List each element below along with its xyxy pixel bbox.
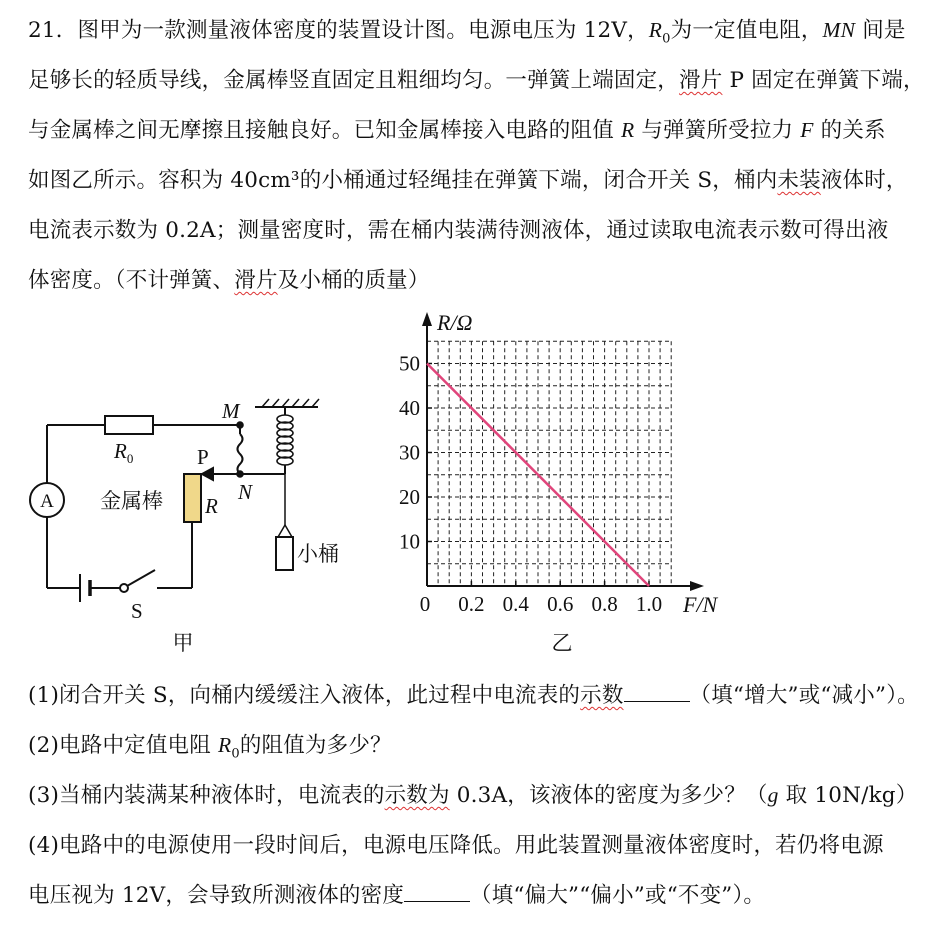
text-seg: 体密度。（不计弹簧、 [28, 268, 235, 293]
junction-dot [237, 422, 243, 428]
question-1 [28, 678, 919, 709]
y-tick-label: 30 [399, 440, 420, 465]
wavy-term: 示数为 [384, 783, 450, 808]
rod-r-label: R [205, 494, 218, 518]
var-F: F [800, 118, 814, 142]
text-seg: 图甲为一款测量液体密度的装置设计图。电源电压为 12V， [77, 18, 649, 43]
caption-yi: 乙 [551, 631, 573, 655]
hatch [302, 399, 309, 407]
y-axis-arrow-icon [422, 312, 432, 326]
switch-blade [127, 570, 155, 586]
caption-jia: 甲 [172, 631, 194, 655]
switch-label: S [131, 599, 143, 623]
q1-hint: （填“增大”或“减小”）。 [689, 683, 919, 708]
text-seg: 为一定值电阻， [670, 18, 823, 43]
answer-blank-4[interactable] [404, 883, 470, 902]
q1-text: (1)闭合开关 S，向桶内缓缓注入液体，此过程中电流表的 [28, 683, 581, 708]
hatch [292, 399, 299, 407]
y-axis-label: R/Ω [437, 310, 473, 335]
label-m: M [222, 399, 240, 423]
label-n: N [238, 480, 253, 504]
x-axis-label: F/N [683, 592, 718, 617]
bucket-handle [278, 525, 292, 537]
ammeter-label: A [40, 491, 54, 512]
hatch [262, 399, 269, 407]
r0-sub: 0 [126, 451, 134, 466]
var-MN: MN [822, 18, 856, 42]
r0-letter: R [114, 439, 127, 463]
circuit-labels [40, 399, 339, 655]
text-seg: P 固定在弹簧下端， [722, 68, 925, 93]
text-seg: 与金属棒之间无摩擦且接触良好。已知金属棒接入电路的阻值 [28, 118, 621, 143]
resistor-r0 [105, 416, 153, 434]
x-tick-label: 0.8 [591, 592, 618, 616]
hatch [312, 399, 319, 407]
var-R0: R [648, 18, 663, 42]
text-seg: 如图乙所示。容积为 40cm³的小桶通过轻绳挂在弹簧下端，闭合开关 S，桶内 [28, 168, 778, 193]
wavy-term: 滑片 [679, 68, 723, 93]
question-4-line-2 [28, 878, 765, 909]
wavy-term: 滑片 [234, 268, 278, 293]
origin-label: 0 [419, 592, 431, 616]
hatch [272, 399, 279, 407]
var-g: g [767, 783, 779, 807]
mn-wavy-wire [238, 434, 243, 474]
r-f-chart [399, 310, 719, 655]
text-seg: 与弹簧所受拉力 [634, 118, 801, 143]
question-4-line-1 [28, 828, 884, 859]
text-seg: 足够长的轻质导线，金属棒竖直固定且粗细均匀。一弹簧上端固定， [28, 68, 680, 93]
y-tick-label: 40 [399, 396, 420, 420]
slider-arrow-icon [202, 468, 213, 480]
label-p: P [197, 445, 209, 469]
q3-text: 0.3A，该液体的密度为多少？（ [449, 783, 768, 808]
text-seg: 电流表示数为 0.2A；测量密度时，需在桶内装满待测液体，通过读取电流表示数可得出液 [28, 218, 889, 243]
y-tick-label: 50 [399, 351, 420, 376]
y-tick-label: 10 [399, 529, 420, 554]
junction-dot [237, 471, 243, 477]
text-seg: 及小桶的质量） [277, 268, 430, 293]
bucket [276, 537, 293, 570]
q2-text: (2)电路中定值电阻 [28, 733, 218, 758]
answer-blank-1[interactable] [624, 683, 690, 702]
hatch [282, 399, 289, 407]
chart-grid [427, 341, 671, 586]
bucket-label: 小桶 [297, 542, 339, 566]
q3-text: (3)当桶内装满某种液体时，电流表的 [28, 783, 385, 808]
x-tick-label: 0.6 [547, 592, 574, 616]
spring-coil [277, 415, 293, 465]
sub-0: 0 [231, 746, 240, 762]
question-3 [28, 778, 917, 809]
x-tick-label: 0.2 [458, 592, 485, 616]
q2-text: 的阻值为多少？ [239, 733, 392, 758]
wavy-term: 示数 [580, 683, 624, 708]
sub-0: 0 [662, 31, 671, 47]
question-2 [28, 728, 392, 761]
q4-text: 电压视为 12V，会导致所测液体的密度 [28, 883, 405, 908]
r0-label [113, 439, 133, 466]
x-tick-label: 1.0 [635, 592, 663, 616]
text-seg: 液体时， [820, 168, 908, 193]
wavy-term: 未装 [777, 168, 821, 193]
y-tick-label: 20 [399, 485, 420, 509]
q3-text: 取 10N/kg） [778, 783, 918, 808]
text-seg: 的关系 [813, 118, 886, 143]
var-R: R [620, 118, 635, 142]
var-R0: R [218, 733, 232, 757]
text-seg: 间是 [855, 18, 906, 43]
problem-number: 21． [28, 18, 78, 43]
x-axis-arrow-icon [690, 581, 704, 591]
q4-hint: （填“偏大”“偏小”或“不变”）。 [470, 883, 766, 908]
circuit-diagram [30, 399, 319, 602]
q4-text: (4)电路中的电源使用一段时间后，电源电压降低。用此装置测量液体密度时，若仍将电源 [28, 833, 884, 858]
metal-rod [184, 474, 201, 522]
metal-rod-label: 金属棒 [100, 489, 163, 513]
x-tick-label: 0.4 [502, 592, 529, 616]
